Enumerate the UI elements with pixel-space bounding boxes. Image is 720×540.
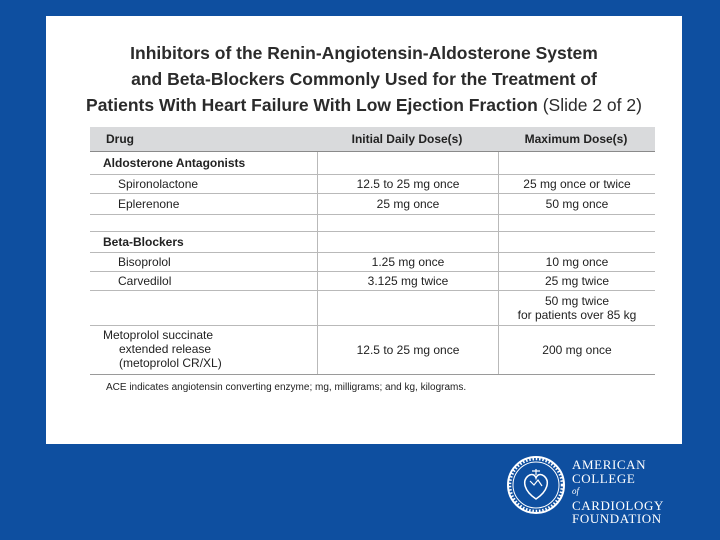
section-row-aldosterone (90, 152, 655, 175)
drug-name (90, 326, 317, 374)
empty-cell (498, 232, 655, 252)
empty-cell (317, 215, 498, 231)
empty-cell (317, 291, 498, 325)
logo-college: COLLEGE (572, 470, 636, 486)
drug-name-line-1: Metoprolol succinate (103, 328, 214, 342)
header-maximum-dose: Maximum Dose(s) (524, 132, 628, 146)
header-initial-dose: Initial Daily Dose(s) (351, 132, 463, 146)
maximum-dose: 25 mg twice (498, 272, 655, 290)
logo-line-3: CARDIOLOGY (572, 497, 664, 513)
initial-dose: 12.5 to 25 mg once (317, 175, 498, 193)
drug-name-line-2: extended release (119, 342, 212, 356)
maximum-dose: 25 mg once or twice (498, 175, 655, 193)
table-row (90, 194, 655, 215)
maximum-dose: 200 mg once (498, 326, 655, 374)
maximum-dose: 10 mg once (498, 253, 655, 271)
maximum-dose: 50 mg once (498, 194, 655, 214)
slide-title (46, 40, 682, 118)
logo-line-4: FOUNDATION (572, 511, 662, 526)
acc-seal-icon (506, 451, 566, 519)
drug-name: Carvedilol (118, 274, 172, 288)
table-row (90, 253, 655, 272)
acc-foundation-wordmark (572, 458, 664, 526)
initial-dose: 12.5 to 25 mg once (317, 326, 498, 374)
table-row (90, 291, 655, 326)
max-dose-line-2: for patients over 85 kg (517, 308, 637, 322)
table-row (90, 326, 655, 374)
logo-line-2 (572, 472, 664, 499)
footnote: ACE indicates angiotensin converting enzyme; mg, milligrams; and kg, kilograms. (106, 382, 467, 393)
title-line-1: Inhibitors of the Renin-Angiotensin-Aldosterone System (130, 43, 598, 63)
slide-panel (46, 16, 682, 444)
slide-number: (Slide 2 of 2) (542, 95, 642, 115)
empty-cell (90, 291, 317, 325)
spacer-row (90, 215, 655, 232)
table-row (90, 175, 655, 194)
maximum-dose-heavy-patients (498, 291, 655, 325)
empty-cell (498, 152, 655, 174)
initial-dose: 25 mg once (317, 194, 498, 214)
section-label: Aldosterone Antagonists (103, 156, 246, 170)
initial-dose: 1.25 mg once (317, 253, 498, 271)
title-line-2: and Beta-Blockers Commonly Used for the Treatment of (131, 69, 597, 89)
drug-name: Eplerenone (118, 197, 180, 211)
section-row-beta-blockers (90, 232, 655, 253)
section-label: Beta-Blockers (103, 235, 184, 249)
logo-of: of (572, 486, 580, 496)
logo-line-1: AMERICAN (572, 457, 647, 472)
title-line-3-main: Patients With Heart Failure With Low Ejection Fraction (86, 95, 538, 115)
initial-dose: 3.125 mg twice (317, 272, 498, 290)
header-drug: Drug (106, 132, 134, 146)
empty-cell (90, 215, 317, 231)
drug-name: Bisoprolol (118, 255, 171, 269)
dose-table (90, 127, 655, 375)
empty-cell (498, 215, 655, 231)
empty-cell (317, 152, 498, 174)
table-row (90, 272, 655, 291)
max-dose-line-1: 50 mg twice (544, 294, 609, 308)
title-line-3 (46, 92, 682, 118)
drug-name: Spironolactone (118, 177, 199, 191)
table-header-row (90, 127, 655, 152)
empty-cell (317, 232, 498, 252)
drug-name-line-3: (metoprolol CR/XL) (119, 356, 222, 370)
